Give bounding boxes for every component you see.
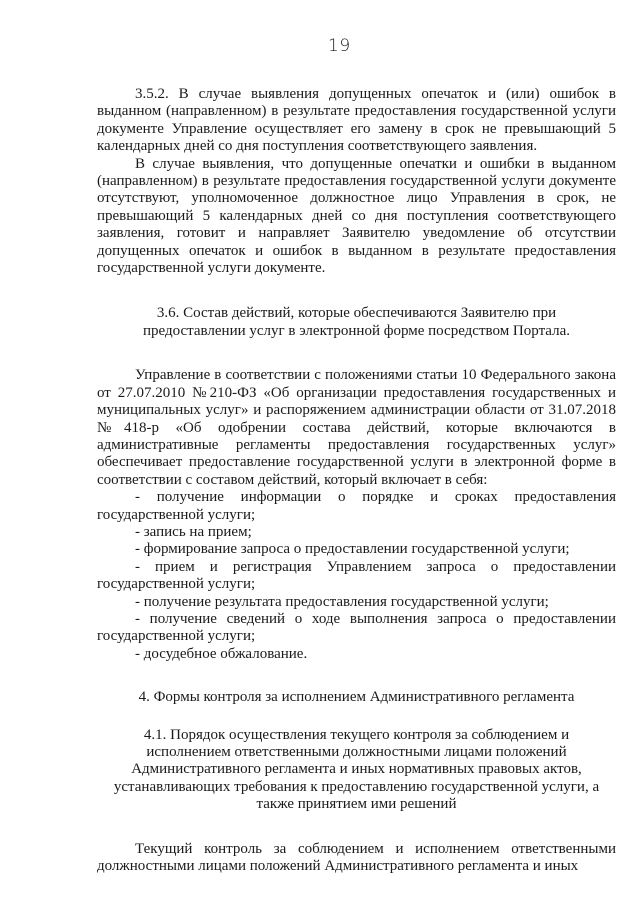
heading-4-1-line-3: Административного регламента и иных нормативных правовых актов, (131, 761, 582, 778)
heading-4-1-line-1: 4.1. Порядок осуществления текущего контроля за соблюдением и (143, 726, 570, 743)
document-body (97, 86, 616, 875)
page-number: 19 (328, 36, 351, 56)
paragraph-typo-absent: В случае выявления, что допущенные опечатки и ошибки в выданном (направленном) в результате предоставления государственной услуги документе отсутствуют, уполномоченное должностное лицо Управления в срок, не превышающий 5 календарных дней со дня поступления соответствующего заявления, готовит и направляет Заявителю уведомление об отсутствии допущенных опечаток и ошибок в выданном в результате предоставления государственной услуги документе. (97, 155, 616, 277)
list-item: - получение информации о порядке и сроках предоставления государственной услуги; (97, 489, 616, 523)
paragraph-3-6-intro: Управление в соответствии с положениями статьи 10 Федерального закона от 27.07.2010 №210-ФЗ «Об организации предоставления государственных и муниципальных услуг» и распоряжением администрации области от 31.07.2018 №418-р «Об одобрении состава действий, которые включаются в административные регламенты предоставления государственных услуг» обеспечивает предоставление государственной услуги в электронной форме в соответствии с составом действий, который включает в себя: (97, 367, 616, 488)
heading-4-1-line-5: также принятием ими решений (256, 796, 457, 813)
list-item: - формирование запроса о предоставлении государственной услуги; (135, 541, 570, 558)
heading-4-1-line-2: исполнением ответственными должностными лицами положений (146, 744, 567, 760)
paragraph-4-1: Текущий контроль за соблюдением и исполнением ответственными должностными лицами положений Административного регламента и иных (97, 840, 616, 875)
heading-3-6-line-2: предоставлении услуг в электронной форме посредством Портала. (142, 322, 570, 339)
list-item: - получение результата предоставления государственной услуги; (135, 593, 549, 610)
heading-4-1-line-4: устанавливающих требования к предоставлению государственной услуги, а (113, 778, 600, 795)
heading-3-6-line-1: 3.6. Состав действий, которые обеспечиваются Заявителю при (156, 305, 557, 322)
paragraph-3-5-2: 3.5.2. В случае выявления допущенных опечаток и (или) ошибок в выданном (направленном) в результате предоставления государственной услуги документе Управление осуществляет его замену в срок не превышающий 5 календарных дней со дня поступления соответствующего заявления. (97, 86, 616, 155)
heading-4-1 (97, 727, 616, 814)
list-item: - досудебное обжалование. (135, 645, 308, 662)
heading-section-4: 4. Формы контроля за исполнением Административного регламента (138, 689, 575, 706)
list-item: - прием и регистрация Управлением запроса о предоставлении государственной услуги; (97, 558, 616, 593)
list-item: - получение сведений о ходе выполнения запроса о предоставлении государственной услуги; (97, 610, 616, 645)
list-item: - запись на прием; (135, 523, 252, 540)
